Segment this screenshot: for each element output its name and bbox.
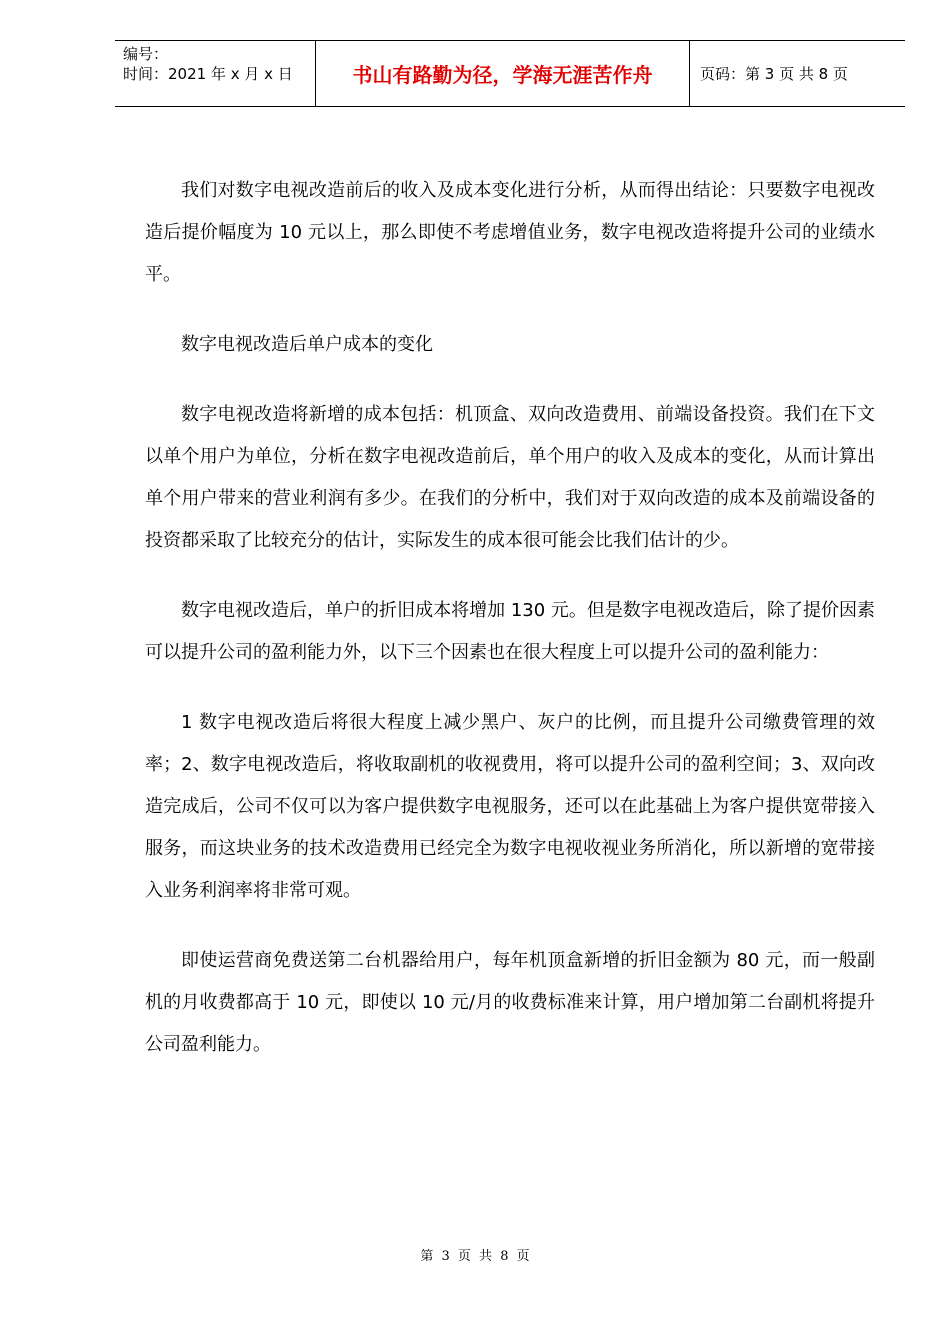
document-body (145, 170, 875, 1094)
paragraph-second-device: 即使运营商免费送第二台机器给用户，每年机顶盒新增的折旧金额为 80 元，而一般副机的月收费都高于 10 元，即使以 10 元/月的收费标准来计算，用户增加第二台副机将提升公司盈利能力。 (145, 950, 875, 1055)
document-time-label: 时间：2021 年 x 月 x 日 (123, 65, 293, 83)
section-heading: 数字电视改造后单户成本的变化 (181, 334, 433, 355)
paragraph-factors: 1 数字电视改造后将很大程度上减少黑户、灰户的比例，而且提升公司缴费管理的效率；2、数字电视改造后，将收取副机的收视费用，将可以提升公司的盈利空间；3、双向改造完成后，公司不仅可以为客户提供数字电视服务，还可以在此基础上为客户提供宽带接入服务，而这块业务的技术改造费用已经完全为数字电视收视业务所消化，所以新增的宽带接入业务利润率将非常可观。 (145, 712, 875, 901)
paragraph-depreciation: 数字电视改造后，单户的折旧成本将增加 130 元。但是数字电视改造后，除了提价因素可以提升公司的盈利能力外，以下三个因素也在很大程度上可以提升公司的盈利能力： (145, 600, 875, 663)
document-code-label: 编号： (123, 45, 169, 63)
header-motto: 书山有路勤为径，学海无涯苦作舟 (316, 41, 690, 106)
paragraph-new-costs: 数字电视改造将新增的成本包括：机顶盒、双向改造费用、前端设备投资。我们在下文以单个用户为单位，分析在数字电视改造前后，单个用户的收入及成本的变化，从而计算出单个用户带来的营业利润有多少。在我们的分析中，我们对于双向改造的成本及前端设备的投资都采取了比较充分的估计，实际发生的成本很可能会比我们估计的少。 (145, 404, 875, 551)
header-meta (115, 41, 316, 106)
header-page-info: 页码：第 3 页 共 8 页 (700, 65, 848, 83)
paragraph-conclusion: 我们对数字电视改造前后的收入及成本变化进行分析，从而得出结论：只要数字电视改造后提价幅度为 10 元以上，那么即使不考虑增值业务，数字电视改造将提升公司的业绩水平。 (145, 180, 875, 285)
page-footer: 第 3 页 共 8 页 (420, 1249, 530, 1264)
page-header (115, 40, 905, 107)
